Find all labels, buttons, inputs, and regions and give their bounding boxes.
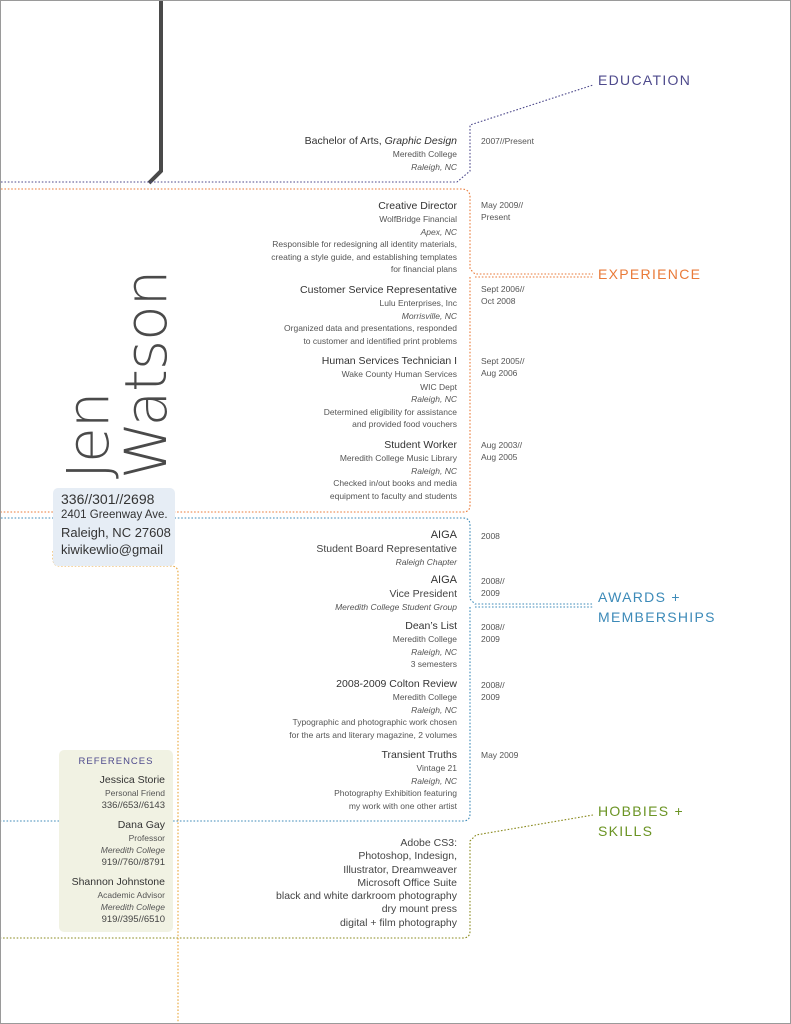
- education-date: 2007//Present: [481, 136, 534, 146]
- contact-box: [53, 488, 175, 566]
- references-box: [59, 750, 173, 932]
- experience-date: Sept 2005// Aug 2006: [481, 356, 525, 378]
- award-role: Student Board Representative: [316, 543, 457, 555]
- award-entry: [217, 748, 457, 812]
- skill-item: dry mount press: [381, 903, 457, 916]
- experience-entry: [217, 354, 457, 431]
- section-awards-line2: MEMBERSHIPS: [598, 609, 716, 625]
- award-entry: [217, 528, 457, 569]
- experience-date: Sept 2006// Oct 2008: [481, 284, 525, 306]
- award-desc: my work with one other artist: [348, 800, 457, 811]
- skill-item: Photoshop, Indesign,: [358, 850, 457, 863]
- last-name: Watson: [112, 270, 180, 479]
- experience-company: WolfBridge Financial: [379, 214, 457, 224]
- section-hobbies-line2: SKILLS: [598, 823, 654, 839]
- experience-company: Lulu Enterprises, Inc: [379, 298, 457, 308]
- award-entry: [217, 619, 457, 671]
- experience-date: May 2009// Present: [481, 200, 524, 222]
- experience-desc: Checked in/out books and media: [333, 478, 457, 488]
- award-date: 2008: [481, 531, 500, 541]
- contact-phone: 336//301//2698: [61, 491, 155, 507]
- experience-entry: [217, 438, 457, 502]
- section-awards: [598, 587, 716, 627]
- award-date: May 2009: [481, 750, 519, 760]
- skill-item: digital + film photography: [339, 916, 457, 929]
- reference-item: [59, 875, 165, 926]
- experience-location: Apex, NC: [420, 226, 457, 237]
- award-title: Transient Truths: [381, 749, 457, 761]
- skill-item: Illustrator, Dreamweaver: [343, 863, 457, 876]
- education-school: Meredith College: [392, 149, 457, 159]
- experience-company-dept: WIC Dept: [420, 381, 457, 392]
- section-experience: EXPERIENCE: [598, 266, 702, 282]
- experience-desc: creating a style guide, and establishing templates: [271, 251, 457, 262]
- award-school: Meredith College: [392, 692, 457, 702]
- skill-item: Adobe CS3:: [400, 837, 457, 849]
- award-date: 2008// 2009: [481, 576, 505, 598]
- experience-title: Human Services Technician I: [321, 355, 457, 367]
- name-bar: [149, 1, 161, 183]
- experience-entry: [217, 199, 457, 276]
- experience-entry: [217, 283, 457, 347]
- education-entry: [217, 134, 457, 173]
- award-org: AIGA: [430, 574, 457, 586]
- award-org: AIGA: [430, 529, 457, 541]
- reference-role: Academic Advisor: [97, 890, 165, 900]
- award-date: 2008// 2009: [481, 680, 505, 702]
- experience-location: Raleigh, NC: [411, 394, 457, 404]
- experience-title: Student Worker: [384, 439, 457, 451]
- skill-item: black and white darkroom photography: [276, 890, 457, 903]
- experience-desc: Organized data and presentations, responded: [284, 323, 457, 333]
- section-hobbies: [598, 801, 684, 841]
- section-hobbies-line1: HOBBIES +: [598, 803, 685, 819]
- award-desc: Photography Exhibition featuring: [334, 788, 457, 798]
- section-education: EDUCATION: [598, 72, 692, 88]
- award-desc: Typographic and photographic work chosen: [292, 717, 457, 727]
- education-location: Raleigh, NC: [411, 161, 457, 172]
- experience-desc: to customer and identified print problems: [303, 335, 457, 346]
- reference-phone: 336//653//6143: [101, 800, 165, 811]
- experience-location: Raleigh, NC: [411, 465, 457, 476]
- award-entry: [217, 677, 457, 741]
- reference-item: [59, 818, 165, 869]
- experience-title: Customer Service Representative: [300, 284, 457, 296]
- reference-name: Jessica Storie: [99, 774, 165, 786]
- experience-desc: for financial plans: [390, 264, 457, 274]
- references-title: REFERENCES: [78, 756, 154, 767]
- reference-item: [59, 773, 165, 812]
- experience-title: Creative Director: [378, 200, 457, 212]
- reference-role: Personal Friend: [104, 788, 165, 798]
- award-location: Raleigh, NC: [411, 646, 457, 657]
- award-chapter: Raleigh Chapter: [395, 557, 457, 567]
- experience-desc: and provided food vouchers: [352, 419, 457, 429]
- contact-city: Raleigh, NC 27608: [61, 525, 171, 540]
- award-desc: for the arts and literary magazine, 2 volumes: [289, 729, 457, 740]
- experience-desc: Determined eligibility for assistance: [323, 406, 457, 417]
- award-date: 2008// 2009: [481, 622, 505, 644]
- award-entry: [217, 573, 457, 614]
- first-name: Jen: [54, 392, 122, 479]
- name-heading: [54, 270, 180, 479]
- award-venue: Vintage 21: [416, 763, 457, 773]
- education-degree: Bachelor of Arts, Graphic Design: [304, 135, 457, 147]
- skill-item: Microsoft Office Suite: [357, 876, 457, 889]
- award-chapter: Meredith College Student Group: [335, 602, 457, 612]
- experience-desc: equipment to faculty and students: [329, 490, 457, 501]
- award-title: Dean’s List: [405, 620, 457, 632]
- reference-role: Professor: [128, 833, 165, 843]
- award-location: Raleigh, NC: [411, 704, 457, 715]
- experience-company: Wake County Human Services: [341, 369, 457, 379]
- award-title: 2008-2009 Colton Review: [336, 678, 457, 690]
- reference-name: Dana Gay: [117, 819, 165, 831]
- award-location: Raleigh, NC: [411, 775, 457, 786]
- reference-name: Shannon Johnstone: [71, 876, 165, 888]
- skills-list: [207, 837, 457, 930]
- reference-org: Meredith College: [100, 845, 165, 855]
- contact-email: kiwikewlio@gmail: [61, 542, 164, 557]
- contact-street: 2401 Greenway Ave.: [61, 509, 168, 521]
- reference-org: Meredith College: [100, 902, 165, 912]
- award-note: 3 semesters: [410, 659, 457, 669]
- experience-location: Morrisville, NC: [401, 310, 457, 321]
- experience-date: Aug 2003// Aug 2005: [481, 440, 523, 462]
- reference-phone: 919//760//8791: [101, 857, 165, 868]
- award-role: Vice President: [389, 588, 457, 600]
- section-awards-line1: AWARDS +: [598, 589, 681, 605]
- reference-phone: 919//395//6510: [101, 914, 165, 925]
- experience-company: Meredith College Music Library: [339, 453, 457, 463]
- award-school: Meredith College: [392, 634, 457, 644]
- education-major: Graphic Design: [384, 135, 457, 147]
- experience-desc: Responsible for redesigning all identity materials,: [272, 239, 457, 249]
